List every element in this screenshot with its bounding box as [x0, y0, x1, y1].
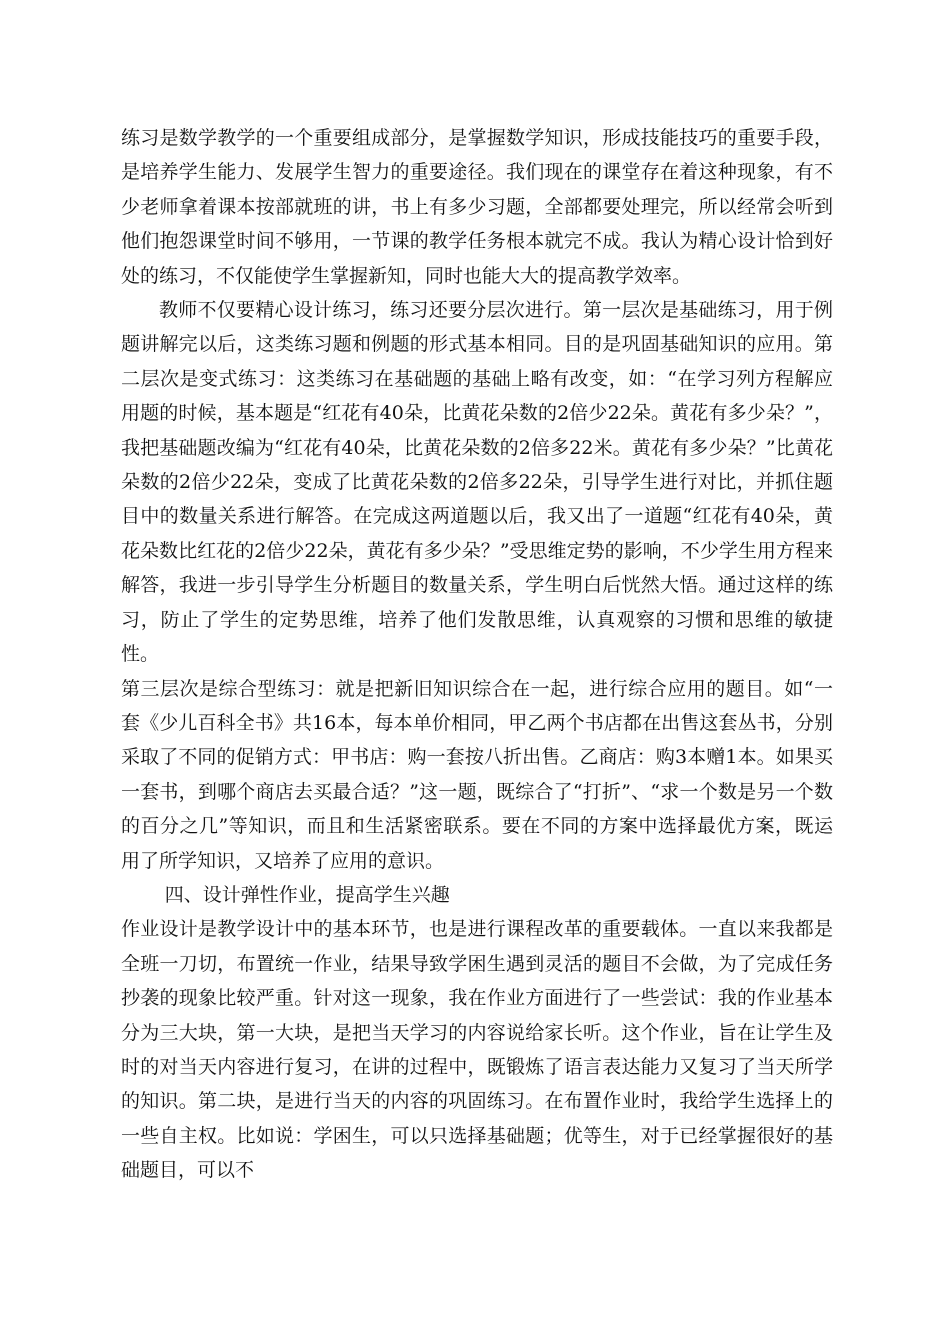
paragraph-practice-importance: 练习是数学教学的一个重要组成部分，是掌握数学知识，形成技能技巧的重要手段，是培养学生能力、发展学生智力的重要途径。我们现在的课堂存在着这种现象，有不少老师拿着课本按部就班的讲，书上有多少习题，全部都要处理完，所以经常会听到他们抱怨课堂时间不够用，一节课的教学任务根本就完不成。我认为精心设计恰到好处的练习，不仅能使学生掌握新知，同时也能大大的提高教学效率。 [121, 127, 833, 287]
paragraph-homework-design: 作业设计是教学设计中的基本环节，也是进行课程改革的重要载体。一直以来我都是全班一刀切，布置统一作业，结果导致学困生遇到灵活的题目不会做，为了完成任务抄袭的现象比较严重。针对这一现象，我在作业方面进行了一些尝试：我的作业基本分为三大块，第一大块，是把当天学习的内容说给家长听。这个作业，旨在让学生及时的对当天内容进行复习，在讲的过程中，既锻炼了语言表达能力又复习了当天所学的知识。第二块，是进行当天的内容的巩固练习。在布置作业时，我给学生选择上的一些自主权。比如说：学困生，可以只选择基础题；优等生，对于已经掌握很好的基础题目，可以不 [121, 918, 833, 1182]
paragraph-layered-practice: 教师不仅要精心设计练习，练习还要分层次进行。第一层次是基础练习，用于例题讲解完以后，这类练习题和例题的形式基本相同。目的是巩固基础知识的应用。第二层次是变式练习：这类练习在基础题的基础上略有改变，如：“在学习列方程解应用题的时候，基本题是“红花有40朵，比黄花朵数的2倍少22朵。黄花有多少朵？”，我把基础题改编为“红花有40朵，比黄花朵数的2倍多22米。黄花有多少朵？”比黄花朵数的2倍少22朵，变成了比黄花朵数的2倍多22朵，引导学生进行对比，并抓住题目中的数量关系进行解答。在完成这两道题以后，我又出了一道题“红花有40朵，黄花朵数比红花的2倍少22朵，黄花有多少朵？”受思维定势的影响，不少学生用方程来解答，我进一步引导学生分析题目的数量关系，学生明白后恍然大悟。通过这样的练习，防止了学生的定势思维，培养了他们发散思维，认真观察的习惯和思维的敏捷性。 [121, 299, 833, 666]
paragraph-comprehensive-practice: 第三层次是综合型练习：就是把新旧知识综合在一起，进行综合应用的题目。如“一套《少儿百科全书》共16本，每本单价相同，甲乙两个书店都在出售这套丛书，分别采取了不同的促销方式：甲书店：购一套按八折出售。乙商店：购3本赠1本。如果买一套书，到哪个商店去买最合适？”这一题，既综合了“打折”、“求一个数是另一个数的百分之几”等知识，而且和生活紧密联系。要在不同的方案中选择最优方案，既运用了所学知识，又培养了应用的意识。 [121, 677, 833, 872]
section-heading-homework: 四、设计弹性作业，提高学生兴趣 [164, 883, 450, 906]
document-body [121, 121, 833, 1188]
